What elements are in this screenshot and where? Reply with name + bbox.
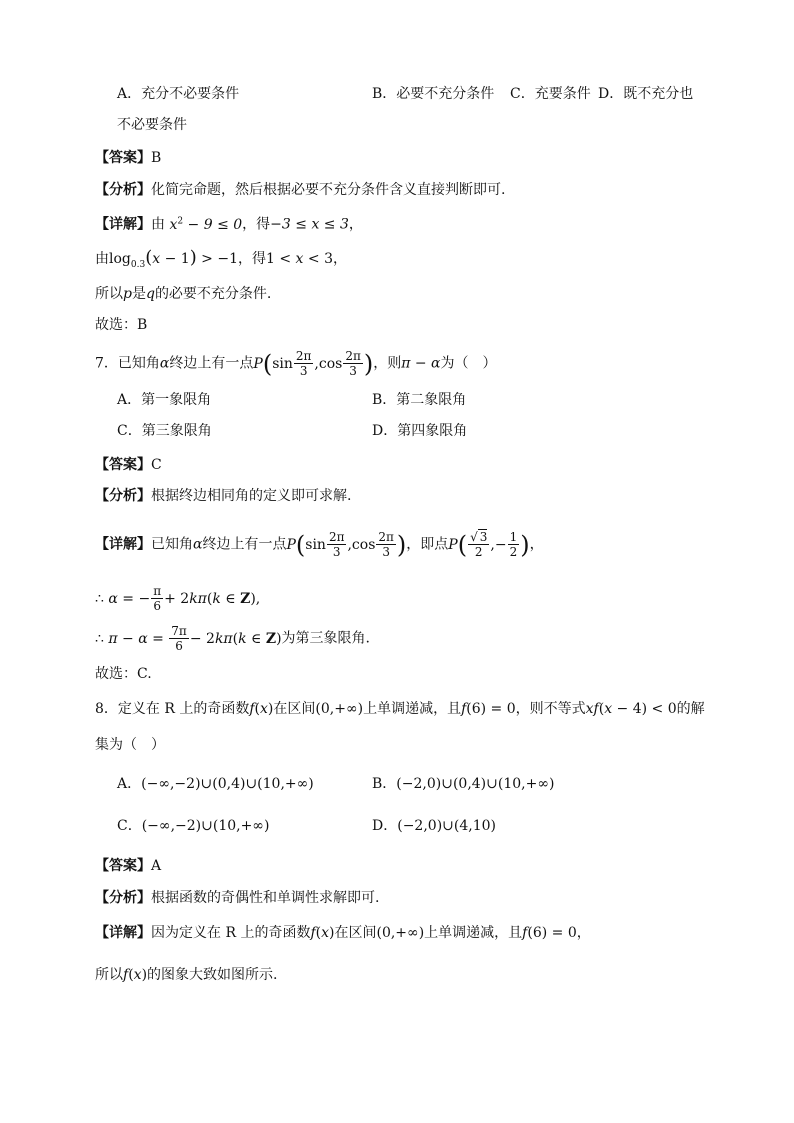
analysis-label: 【分析】 <box>95 488 151 504</box>
q6-choose: 故选：B <box>95 317 148 333</box>
detail-text: 所以 <box>95 286 123 302</box>
q8-option-d <box>372 816 496 836</box>
q7-detail-line-2 <box>95 584 260 613</box>
stem-text: 终边上有一点 <box>169 355 254 372</box>
q6-detail-line-1 <box>95 211 363 235</box>
formula: xf(x − 4) < 0 <box>585 701 677 717</box>
formula: q <box>145 286 155 302</box>
detail-text: 已知角 <box>151 536 193 553</box>
option-label: B． <box>372 776 397 792</box>
formula: f(6) = 0 <box>522 925 577 941</box>
q8-detail-line-1 <box>95 923 591 943</box>
q8-answer <box>95 856 161 876</box>
analysis-label: 【分析】 <box>95 890 151 906</box>
formula: $x^2 - 9 \le 0$ <box>169 216 243 233</box>
stem-text: 8．定义在 R 上的奇函数 <box>95 701 250 717</box>
q8-stem-line-1 <box>95 699 705 719</box>
answer-label: 【答案】 <box>95 858 151 874</box>
formula: α <box>159 355 170 372</box>
detail-text: 由 <box>95 251 109 267</box>
analysis-text: 化简完命题，然后根据必要不充分条件含义直接判断即可. <box>151 182 506 198</box>
stem-text: ，则 <box>373 355 402 372</box>
detail-text: 为第三象限角. <box>281 630 370 647</box>
q6-option-d-cont: 不必要条件 <box>117 117 187 133</box>
q6-detail-line-2 <box>95 248 347 275</box>
formula: ∴ π − α = $\frac{7\pi}{6}$ − 2kπ(k ∈ Z) <box>95 624 282 653</box>
q6-option-c: C．充要条件 <box>510 86 591 102</box>
q6-option-d: D．既不充分也 <box>598 86 694 102</box>
q8-option-b <box>372 774 554 794</box>
formula: 1 < x < 3 <box>266 251 334 267</box>
formula: (−∞,−2)∪(0,4)∪(10,+∞) <box>141 776 314 792</box>
formula: P( $\frac{√ 3}{2}$ ,− $\frac{1}{2}$ ) <box>448 530 530 559</box>
detail-text: ， <box>333 251 348 267</box>
detail-text: ， <box>529 536 544 553</box>
formula: (0,+∞) <box>315 701 364 717</box>
option-label: C． <box>117 818 142 834</box>
detail-text: ，得 <box>242 216 271 233</box>
stem-text: 为（ ） <box>440 355 497 372</box>
q6-option-b: B．必要不充分条件 <box>372 86 495 102</box>
detail-label: 【详解】 <box>95 536 151 553</box>
q7-stem <box>95 349 497 378</box>
analysis-label: 【分析】 <box>95 182 151 198</box>
option-label: A． <box>117 776 142 792</box>
q7-option-a: A．第一象限角 <box>117 392 212 408</box>
q7-answer <box>95 455 162 475</box>
detail-text: 在区间 <box>334 925 377 941</box>
q7-choose: 故选：C. <box>95 666 152 682</box>
formula: ∴ α = − $\frac{\pi}{6}$ + 2kπ(k ∈ Z), <box>95 584 261 613</box>
detail-text: 所以 <box>95 967 123 983</box>
stem-text: 在区间 <box>273 701 316 717</box>
answer-label: 【答案】 <box>95 150 151 166</box>
formula: (−2,0)∪(0,4)∪(10,+∞) <box>396 776 555 792</box>
formula: f(6) = 0 <box>461 701 516 717</box>
formula: $\log_{0.3}(x - 1) > -1$ <box>109 247 238 270</box>
detail-label: 【详解】 <box>95 925 151 941</box>
q8-analysis <box>95 888 379 908</box>
formula: (−∞,−2)∪(10,+∞) <box>141 818 270 834</box>
formula: (0,+∞) <box>376 925 425 941</box>
answer-value: B <box>151 150 162 166</box>
detail-text: 上单调递减，且 <box>424 925 523 941</box>
q7-detail-line-3 <box>95 624 370 653</box>
detail-text: ，即点 <box>406 536 449 553</box>
option-label: D． <box>372 818 398 834</box>
stem-text: 7．已知角 <box>95 355 160 372</box>
formula: (−2,0)∪(4,10) <box>397 818 496 834</box>
detail-label: 【详解】 <box>95 216 151 233</box>
q6-detail-line-3 <box>95 284 271 304</box>
detail-text: 终边上有一点 <box>202 536 287 553</box>
formula: p <box>123 286 132 302</box>
detail-text: 是 <box>131 286 146 302</box>
q8-detail-line-2 <box>95 965 277 985</box>
q8-option-c <box>117 816 269 836</box>
q6-option-a: A．充分不必要条件 <box>117 86 240 102</box>
analysis-text: 根据函数的奇偶性和单调性求解即可. <box>151 890 380 906</box>
formula: α <box>193 536 203 553</box>
stem-text: 上单调递减，且 <box>363 701 462 717</box>
q7-option-c: C．第三象限角 <box>117 423 212 439</box>
q8-stem-line-2: 集为（ ） <box>95 737 165 753</box>
q8-option-a <box>117 774 314 794</box>
stem-text: ，则不等式 <box>515 701 586 717</box>
detail-text: ， <box>348 216 363 233</box>
formula: f(x) <box>310 925 335 941</box>
q7-analysis <box>95 486 351 506</box>
detail-text: ， <box>576 925 591 941</box>
answer-value: A <box>151 858 162 874</box>
q7-option-d: D．第四象限角 <box>372 423 468 439</box>
q6-answer <box>95 148 161 168</box>
formula: f(x) <box>123 967 148 983</box>
q7-option-b: B．第二象限角 <box>372 392 467 408</box>
detail-text: 因为定义在 R 上的奇函数 <box>151 925 311 941</box>
formula: P(sin $\frac{2\pi}{3}$ ,cos $\frac{2\pi}{3}$ ) <box>286 530 407 559</box>
formula: f(x) <box>249 701 274 717</box>
q7-detail-line-1 <box>95 530 544 559</box>
formula: π − α <box>401 355 441 372</box>
detail-text: 的必要不充分条件. <box>154 286 272 302</box>
stem-text: 的解 <box>676 701 705 717</box>
detail-text: 由 <box>151 216 165 233</box>
q6-analysis <box>95 180 505 200</box>
formula: P(sin $\frac{2\pi}{3}$ ,cos $\frac{2\pi}{3}$ ) <box>253 349 374 378</box>
analysis-text: 根据终边相同角的定义即可求解. <box>151 488 352 504</box>
detail-text: 的图象大致如图所示. <box>147 967 278 983</box>
answer-value: C <box>151 457 162 473</box>
answer-label: 【答案】 <box>95 457 151 473</box>
detail-text: ，得 <box>238 251 266 267</box>
formula: −3 ≤ x ≤ 3 <box>270 216 349 233</box>
